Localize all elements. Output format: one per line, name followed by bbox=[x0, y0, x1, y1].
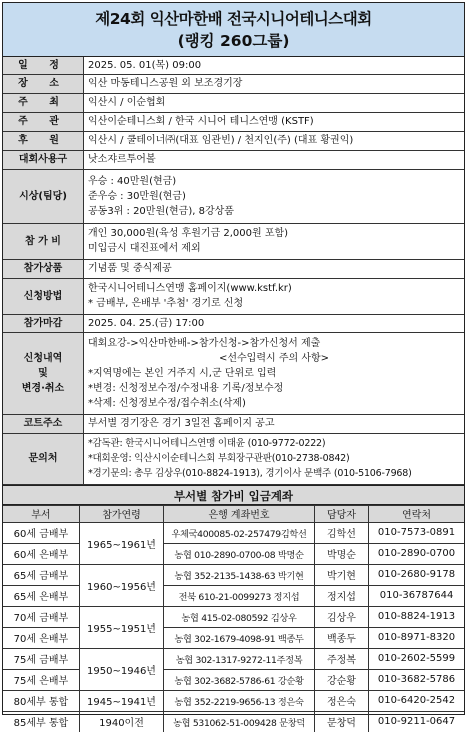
division-cell: 60세 금배부 bbox=[3, 522, 79, 543]
row-court bbox=[3, 414, 464, 433]
bank-cell: 우체국400085-02-257479김학선 bbox=[164, 522, 315, 543]
division-cell: 75세 금배부 bbox=[3, 648, 79, 669]
division-cell: 70세 은배부 bbox=[3, 627, 79, 648]
age-cell: 1940이전 bbox=[79, 711, 163, 732]
bank-cell: 농협 010-2890-0700-08 박명순 bbox=[164, 543, 315, 564]
row-sponsor bbox=[3, 131, 464, 150]
gift-label: 참가상품 bbox=[3, 259, 84, 278]
accounts-table bbox=[3, 505, 464, 732]
bank-cell: 농협 302-1317-9272-11주정복 bbox=[164, 648, 315, 669]
table-row bbox=[3, 564, 464, 585]
row-organizer bbox=[3, 112, 464, 131]
title-line-1: 제24회 익산마한배 전국시니어테니스대회 bbox=[95, 10, 372, 28]
table-row bbox=[3, 543, 464, 564]
prize-third: 공동3위 : 20만원(현금), 8강상품 bbox=[88, 205, 234, 217]
row-contact bbox=[3, 433, 464, 484]
prize-first: 우승 : 40만원(현금) bbox=[88, 175, 177, 187]
gift-value: 기념품 및 중식제공 bbox=[84, 259, 465, 278]
manager-cell: 박명순 bbox=[314, 543, 368, 564]
contact-label: 문의처 bbox=[3, 433, 84, 484]
accounts-heading: 부서별 참가비 입금계좌 bbox=[3, 485, 464, 505]
phone-cell: 010-36787644 bbox=[369, 585, 464, 606]
manager-cell: 박기현 bbox=[314, 564, 368, 585]
court-label: 코트주소 bbox=[3, 414, 84, 433]
prize-label: 시상(팀당) bbox=[3, 169, 84, 223]
table-row bbox=[3, 711, 464, 732]
phone-cell: 010-8824-1913 bbox=[369, 606, 464, 627]
host-value: 익산시 / 이순협회 bbox=[84, 93, 465, 112]
change-line-5: *삭제: 신청정보수정/접수취소(삭제) bbox=[88, 397, 246, 409]
organizer-label: 주 관 bbox=[3, 112, 84, 131]
phone-cell: 010-2680-9178 bbox=[369, 564, 464, 585]
age-cell: 1965~1961년 bbox=[79, 522, 163, 564]
accounts-header-row bbox=[3, 505, 464, 522]
notice-title bbox=[3, 3, 464, 57]
table-row bbox=[3, 669, 464, 690]
manager-cell: 김상우 bbox=[314, 606, 368, 627]
row-gift bbox=[3, 259, 464, 278]
change-label bbox=[3, 332, 84, 414]
change-line-2: <선수입력시 주의 사항> bbox=[218, 352, 330, 364]
manager-cell: 정지섭 bbox=[314, 585, 368, 606]
table-row bbox=[3, 648, 464, 669]
division-cell: 85세부 통합 bbox=[3, 711, 79, 732]
phone-cell: 010-7573-0891 bbox=[369, 522, 464, 543]
change-line-1: 대회요강->익산마한배->참가신청->참가신청서 제출 bbox=[88, 337, 321, 349]
header-bank: 은행 계좌번호 bbox=[164, 505, 315, 522]
table-row bbox=[3, 627, 464, 648]
date-label: 일 정 bbox=[3, 57, 84, 74]
prize-second: 준우승 : 30만원(현금) bbox=[88, 190, 186, 202]
age-cell: 1960~1956년 bbox=[79, 564, 163, 606]
change-label-1: 신청내역 bbox=[23, 352, 63, 364]
contact-line-2: *대회운영: 익산시이순테니스회 부회장구관판(010-2738-0842) bbox=[88, 453, 350, 464]
bank-cell: 전북 610-21-0099273 정지섭 bbox=[164, 585, 315, 606]
header-manager: 담당자 bbox=[314, 505, 368, 522]
table-row bbox=[3, 522, 464, 543]
division-cell: 60세 은배부 bbox=[3, 543, 79, 564]
row-apply bbox=[3, 278, 464, 314]
row-date bbox=[3, 57, 464, 74]
phone-cell: 010-9211-0647 bbox=[369, 711, 464, 732]
change-label-2: 및 bbox=[38, 367, 48, 379]
phone-cell: 010-6420-2542 bbox=[369, 690, 464, 711]
phone-cell: 010-3682-5786 bbox=[369, 669, 464, 690]
deadline-label: 참가마감 bbox=[3, 314, 84, 332]
manager-cell: 김학선 bbox=[314, 522, 368, 543]
manager-cell: 문창덕 bbox=[314, 711, 368, 732]
change-line-3: *지역명에는 본인 거주지 시,군 단위로 입력 bbox=[88, 367, 277, 379]
ball-label: 대회사용구 bbox=[3, 150, 84, 169]
contact-line-1: *감독관: 한국시니어테니스연맹 이태윤 (010-9772-0222) bbox=[88, 438, 326, 449]
header-division: 부서 bbox=[3, 505, 79, 522]
host-label: 주 최 bbox=[3, 93, 84, 112]
apply-line-1: 한국시니어테니스연맹 홈페이지(www.kstf.kr) bbox=[88, 283, 292, 294]
manager-cell: 강순황 bbox=[314, 669, 368, 690]
fee-value bbox=[84, 223, 465, 259]
manager-cell: 백종두 bbox=[314, 627, 368, 648]
division-cell: 70세 금배부 bbox=[3, 606, 79, 627]
organizer-value: 익산이순테니스회 / 한국 시니어 테니스연맹 (KSTF) bbox=[84, 112, 465, 131]
prize-value bbox=[84, 169, 465, 223]
phone-cell: 010-8971-8320 bbox=[369, 627, 464, 648]
sponsor-label: 후 원 bbox=[3, 131, 84, 150]
contact-line-3: *경기문의: 총무 김상우(010-8824-1913), 경기이사 문백주 (010-5106-7968) bbox=[88, 468, 412, 479]
apply-line-2: * 금배부, 은배부 '추첨' 경기로 신청 bbox=[88, 298, 244, 309]
age-cell: 1950~1946년 bbox=[79, 648, 163, 690]
row-venue bbox=[3, 74, 464, 93]
row-change bbox=[3, 332, 464, 414]
division-cell: 65세 은배부 bbox=[3, 585, 79, 606]
fee-label: 참 가 비 bbox=[3, 223, 84, 259]
date-value: 2025. 05. 01(목) 09:00 bbox=[84, 57, 465, 74]
row-fee bbox=[3, 223, 464, 259]
change-line-4: *변경: 신청정보수정/수정내용 기록/정보수정 bbox=[88, 382, 284, 394]
division-cell: 80세부 통합 bbox=[3, 690, 79, 711]
fee-line-2: 미입금시 대진표에서 제외 bbox=[88, 243, 201, 254]
bank-cell: 농협 415-02-080592 김상우 bbox=[164, 606, 315, 627]
bank-cell: 농협 302-3682-5786-61 강순황 bbox=[164, 669, 315, 690]
header-age: 참가연령 bbox=[79, 505, 163, 522]
row-prize bbox=[3, 169, 464, 223]
division-cell: 65세 금배부 bbox=[3, 564, 79, 585]
table-row bbox=[3, 606, 464, 627]
table-row bbox=[3, 585, 464, 606]
title-line-2: (랭킹 260그룹) bbox=[177, 32, 290, 50]
apply-label: 신청방법 bbox=[3, 278, 84, 314]
manager-cell: 정은숙 bbox=[314, 690, 368, 711]
tournament-notice bbox=[2, 2, 465, 729]
contact-value bbox=[84, 433, 465, 484]
change-value bbox=[84, 332, 465, 414]
info-table bbox=[3, 57, 464, 485]
row-deadline bbox=[3, 314, 464, 332]
row-ball bbox=[3, 150, 464, 169]
sponsor-value: 익산시 / 쿨테이너㈜(대표 임관빈) / 천지인(주) (대표 황권익) bbox=[84, 131, 465, 150]
bank-cell: 농협 302-1679-4098-91 백종두 bbox=[164, 627, 315, 648]
phone-cell: 010-2602-5599 bbox=[369, 648, 464, 669]
ball-value: 낫소쟈르투어볼 bbox=[84, 150, 465, 169]
deadline-value: 2025. 04. 25.(금) 17:00 bbox=[84, 314, 465, 332]
manager-cell: 주정복 bbox=[314, 648, 368, 669]
bank-cell: 농협 352-2135-1438-63 박기현 bbox=[164, 564, 315, 585]
header-phone: 연락처 bbox=[369, 505, 464, 522]
division-cell: 75세 은배부 bbox=[3, 669, 79, 690]
phone-cell: 010-2890-0700 bbox=[369, 543, 464, 564]
bank-cell: 농협 352-2219-9656-13 정은숙 bbox=[164, 690, 315, 711]
table-row bbox=[3, 690, 464, 711]
age-cell: 1955~1951년 bbox=[79, 606, 163, 648]
court-value: 부서별 경기장은 경기 3일전 홈페이지 공고 bbox=[84, 414, 465, 433]
change-label-3: 변경·취소 bbox=[21, 382, 65, 394]
age-cell: 1945~1941년 bbox=[79, 690, 163, 711]
venue-value: 익산 마동테니스공원 외 보조경기장 bbox=[84, 74, 465, 93]
row-host bbox=[3, 93, 464, 112]
bank-cell: 농협 531062-51-009428 문창덕 bbox=[164, 711, 315, 732]
apply-value bbox=[84, 278, 465, 314]
fee-line-1: 개인 30,000원(육성 후원기금 2,000원 포함) bbox=[88, 228, 289, 239]
venue-label: 장 소 bbox=[3, 74, 84, 93]
